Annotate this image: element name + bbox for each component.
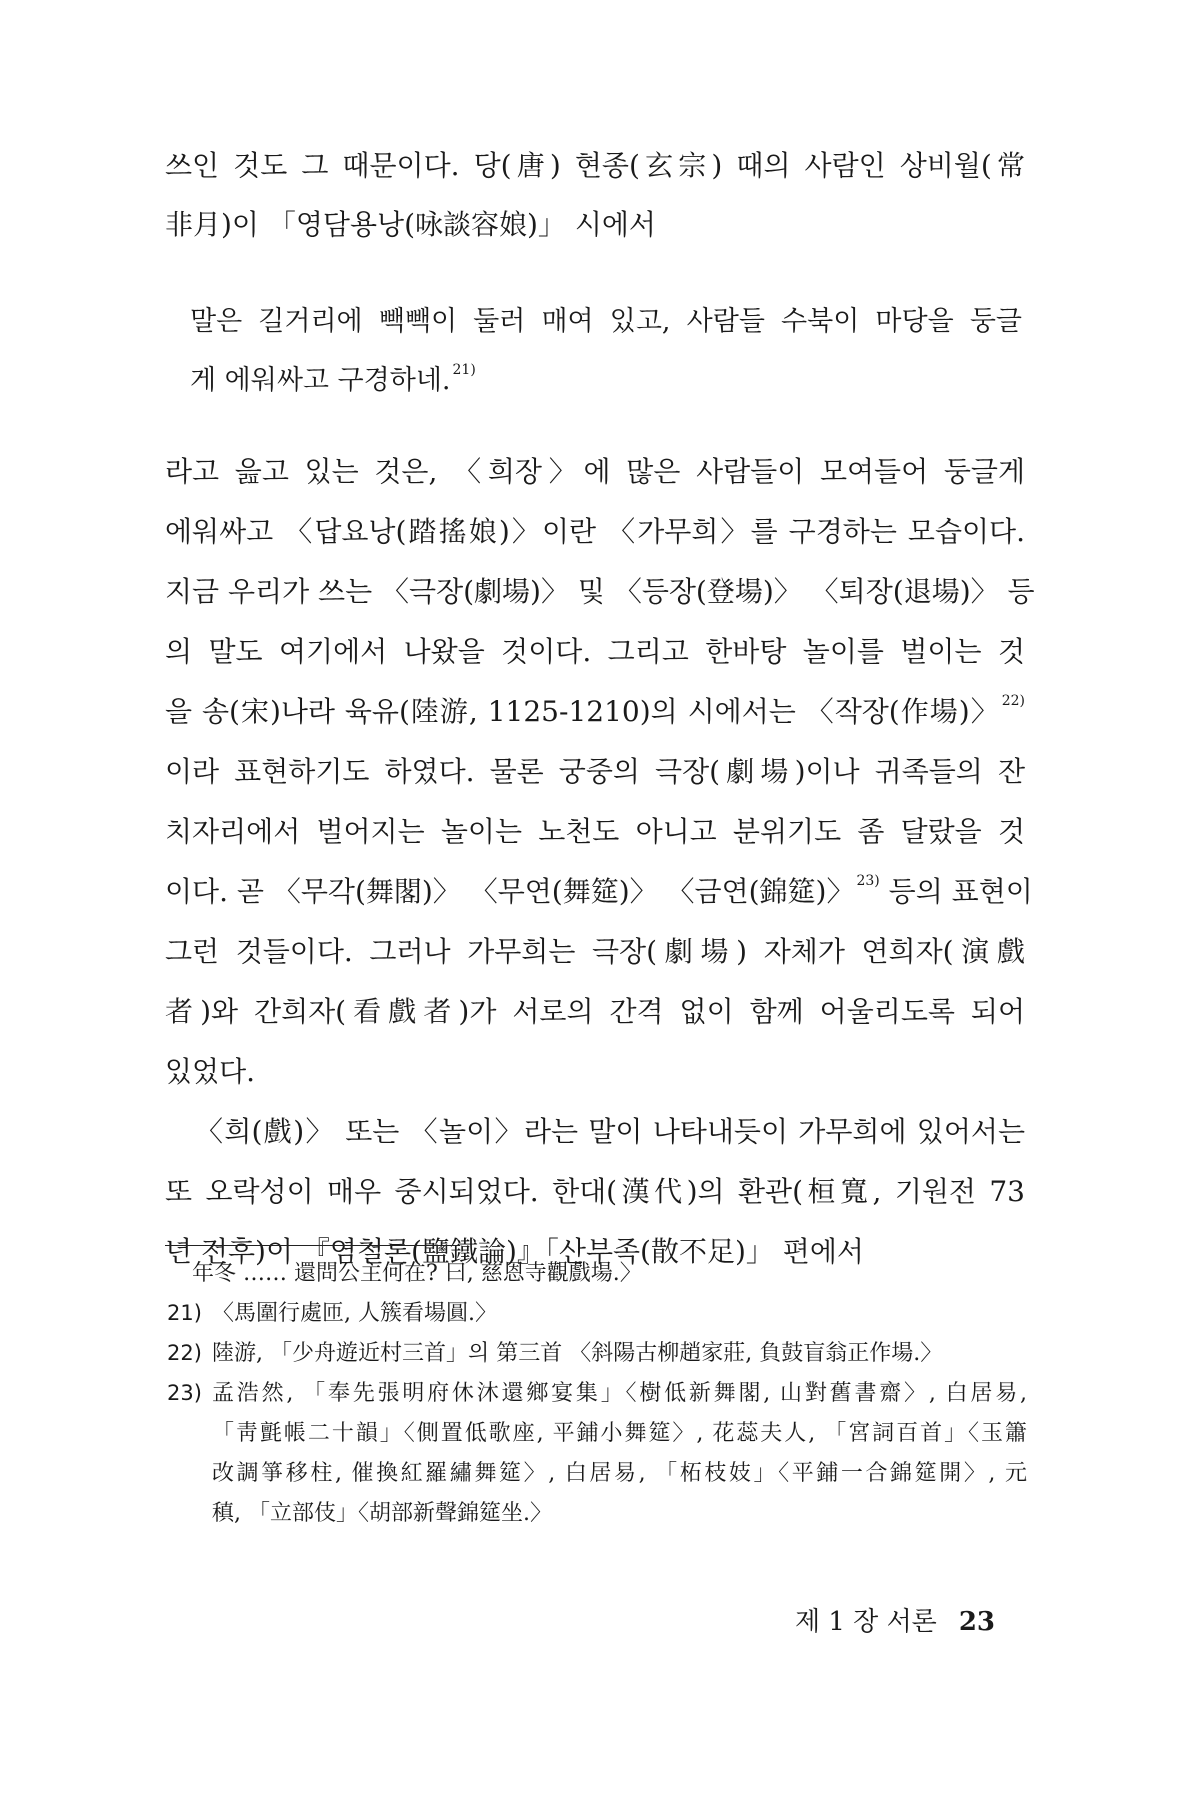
text-line: 이라 표현하기도 하였다. 물론 궁중의 극장(劇場)이나 귀족들의 잔 [165,755,1025,788]
text-span: 등의 표현이 [879,875,1033,908]
text-line: 者)와 간희자(看戲者)가 서로의 간격 없이 함께 어울리도록 되어 [165,995,1025,1028]
text-line: 〈희(戲)〉 또는 〈놀이〉라는 말이 나타내듯이 가무희에 있어서는 [195,1115,1025,1148]
text-line: 그런 것들이다. 그러나 가무희는 극장(劇場) 자체가 연희자(演戲 [165,935,1025,968]
text-line: 년 전후)이 『염철론(鹽鐵論)』「산부족(散不足)」 편에서 [165,1235,864,1268]
footnote-number: 22) [167,1341,202,1365]
running-chapter-title: 제 1 장 서론 [795,1607,937,1637]
footnote-number: 23) [167,1381,202,1405]
footnote-ref-22: 22) [1001,693,1025,709]
text-span: 을 송(宋)나라 육유(陸游, 1125-1210)의 시에서는 〈작장(作場)〉 [165,695,1000,728]
footnotes [167,1261,1027,1543]
quote-line: 말은 길거리에 빽빽이 둘러 매여 있고, 사람들 수북이 마당을 둥글 [190,306,1022,337]
text-line: 지금 우리가 쓰는 〈극장(劇場)〉 및 〈등장(登場)〉 〈퇴장(退場)〉 등 [165,575,1035,608]
footnote-23 [167,1381,1027,1527]
text-line: 라고 읊고 있는 것은, 〈희장〉에 많은 사람들이 모여들어 둥글게 [165,455,1025,488]
footnote-line: 稹, 「立部伎」〈胡部新聲錦筵坐.〉 [212,1501,552,1526]
footnote-text: 孟浩然, 「奉先張明府休沐還鄉宴集」〈樹低新舞閣, 山對舊書齋〉, 白居易, [212,1381,1027,1406]
text-line: 非月)이 「영담용낭(咏談容娘)」 시에서 [165,208,656,241]
footnote-text: 陸游, 「少舟遊近村三首」의 第三首 〈斜陽古柳趙家莊, 負鼓盲翁正作場.〉 [212,1341,943,1366]
footnote-line: 「靑氈帳二十韻」〈側置低歌座, 平鋪小舞筵〉, 花蕊夫人, 「宮詞百首」〈玉簫 [212,1421,1027,1446]
footnote-22 [167,1341,1027,1367]
text-line: 의 말도 여기에서 나왔을 것이다. 그리고 한바탕 놀이를 벌이는 것 [165,635,1025,668]
footnote-text: 〈馬圍行處匝, 人簇看場圓.〉 [212,1301,497,1326]
text-line: 에워싸고 〈답요낭(踏搖娘)〉이란 〈가무희〉를 구경하는 모습이다. [165,515,1025,548]
text-span: 이다. 곧 〈무각(舞閣)〉 〈무연(舞筵)〉 〈금연(錦筵)〉 [165,875,855,908]
intro-paragraph [165,149,1025,270]
footnote-divider [165,1245,460,1246]
text-line: 또 오락성이 매우 중시되었다. 한대(漢代)의 환관(桓寬, 기원전 73 [165,1175,1025,1208]
footnote-line [167,1381,1027,1407]
page-number: 23 [958,1607,995,1637]
main-paragraphs [165,455,1035,1298]
quote-text: 게 에워싸고 구경하네. [190,365,451,396]
text-line: 쓰인 것도 그 때문이다. 당(唐) 현종(玄宗) 때의 사람인 상비월(常 [165,149,1025,182]
quote-line [190,362,1022,397]
footnote-line: 改調箏移柱, 催換紅羅繡舞筵〉, 白居易, 「柘枝妓」〈平鋪一合錦筵開〉, 元 [212,1461,1027,1486]
text-line: 치자리에서 벌어지는 놀이는 노천도 아니고 분위기도 좀 달랐을 것 [165,815,1025,848]
footnote-ref-23: 23) [856,873,880,889]
text-line [165,873,1033,908]
footnote-number: 21) [167,1301,202,1325]
text-line [165,693,1025,728]
page-footer [795,1601,995,1638]
footnote-ref-21: 21) [452,362,476,378]
block-quote [190,308,1022,426]
footnote-continuation: 年冬 …… 還問公主何在? 曰, 慈恩寺觀戲場.〉 [192,1261,642,1286]
footnote-21 [167,1301,1027,1327]
text-line: 있었다. [165,1055,256,1088]
